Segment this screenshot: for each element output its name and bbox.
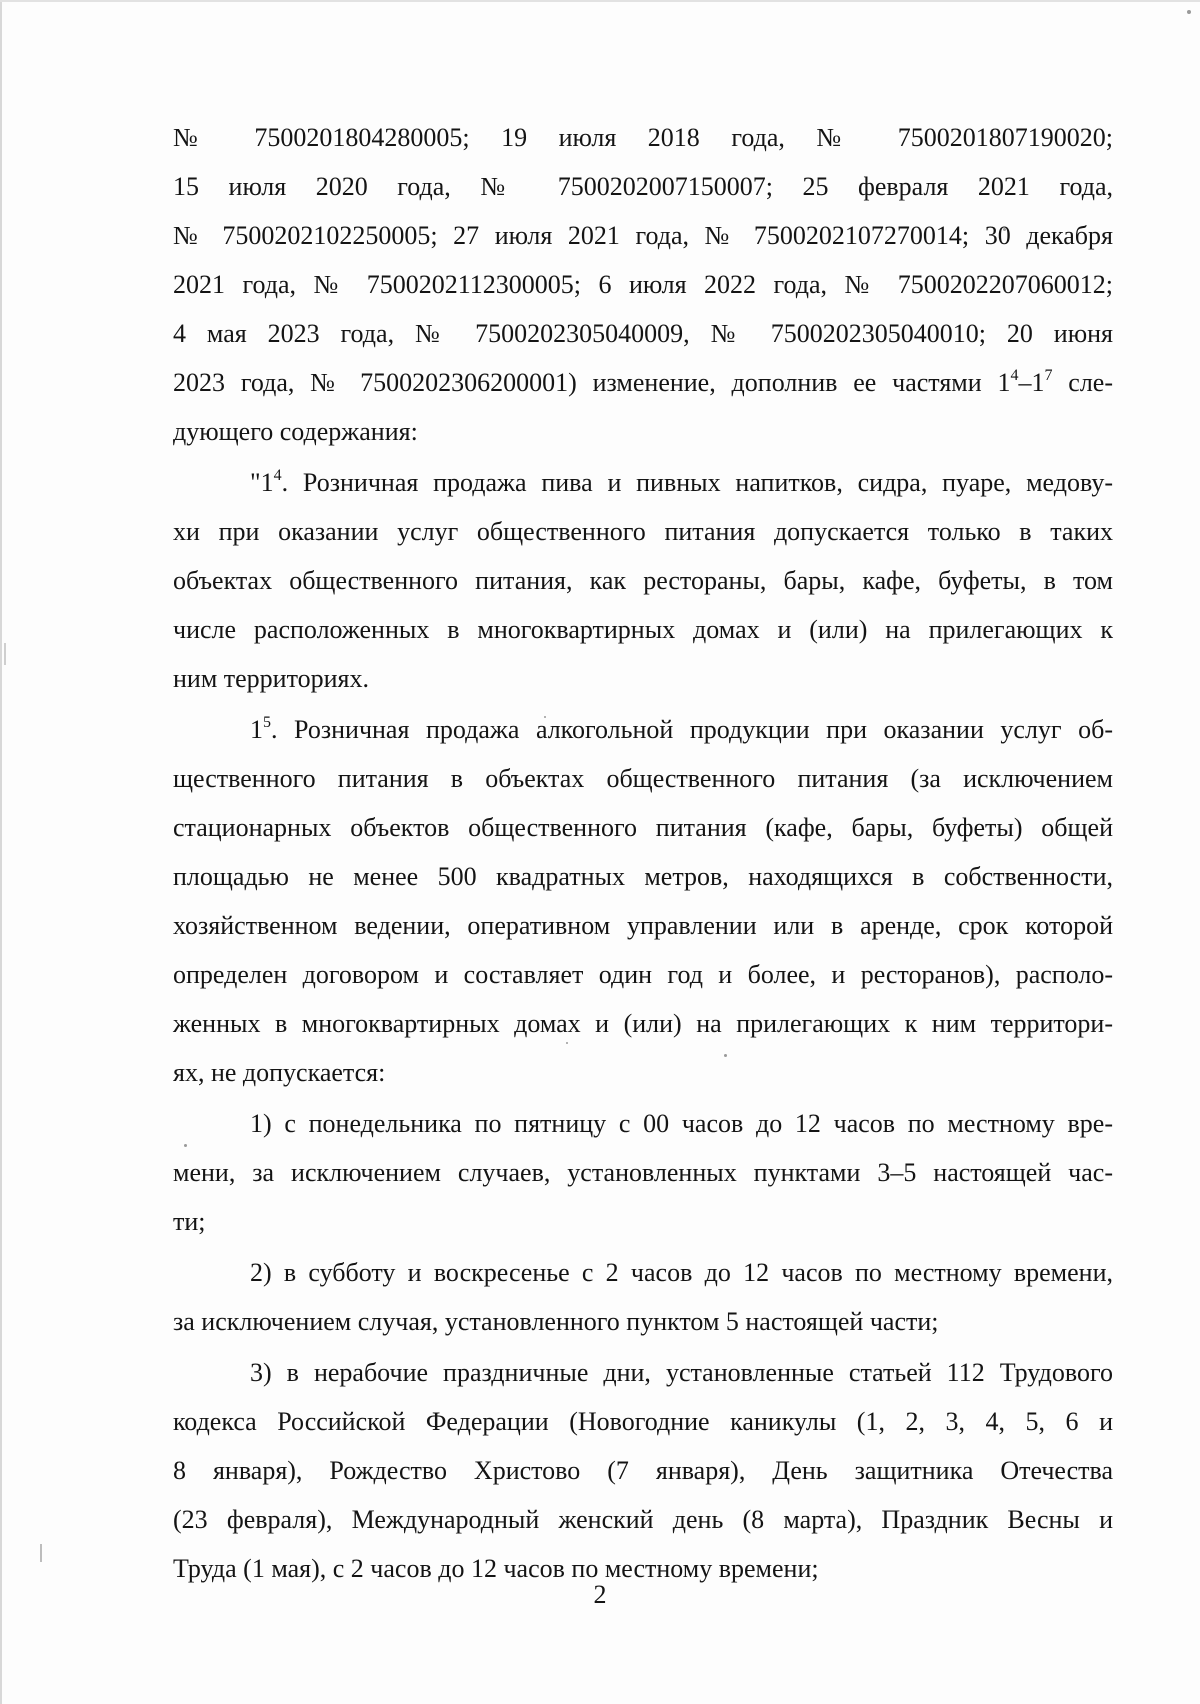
text-line: кодекса Российской Федерации (Новогодние каникулы (1, 2, 3, 4, 5, 6 и	[173, 1407, 1113, 1436]
text-line: 3) в нерабочие праздничные дни, установленные статьей 112 Трудового	[250, 1358, 1113, 1387]
text-line: 2) в субботу и воскресенье с 2 часов до 12 часов по местному времени,	[250, 1258, 1113, 1287]
text-line: хозяйственном ведении, оперативном управлении или в аренде, срок которой	[173, 911, 1113, 940]
text-line: ти;	[173, 1207, 206, 1236]
superscript: 4	[273, 466, 282, 484]
text-line: мени, за исключением случаев, установленных пунктами 3–5 настоящей час-	[173, 1158, 1113, 1187]
text-line: 1) с понедельника по пятницу с 00 часов до 12 часов по местному вре-	[250, 1109, 1113, 1138]
scan-edge	[0, 0, 2, 1704]
part-1-4	[173, 458, 1113, 703]
text-fragment: 1	[997, 368, 1011, 397]
text-line: женных в многоквартирных домах и (или) на прилегающих к ним территори-	[173, 1009, 1113, 1038]
text-line	[173, 358, 1113, 407]
text-line	[173, 705, 1113, 754]
text-line: хи при оказании услуг общественного питания допускается только в таких	[173, 517, 1113, 546]
text-line: 2021 года, № 7500202112300005; 6 июля 2022 года, № 7500202207060012;	[173, 270, 1113, 299]
text-line: 4 мая 2023 года, № 7500202305040009, № 7500202305040010; 20 июня	[173, 319, 1113, 348]
superscript: 5	[263, 713, 271, 731]
text-line: ним территориях.	[173, 664, 369, 693]
scan-speck	[40, 1544, 42, 1562]
superscript: 4	[1010, 366, 1019, 384]
item-2	[173, 1248, 1113, 1346]
scan-edge-top	[0, 0, 1200, 2]
text-line	[173, 458, 1113, 507]
text-fragment: . Розничная продажа алкогольной продукции при оказании услуг об-	[271, 715, 1113, 744]
text-fragment: 2023 года, № 7500202306200001) изменение, дополнив ее частями	[173, 368, 998, 397]
text-line: Труда (1 мая), с 2 часов до 12 часов по местному времени;	[173, 1554, 819, 1583]
scan-speck	[4, 643, 6, 665]
text-line: за исключением случая, установленного пунктом 5 настоящей части;	[173, 1307, 939, 1336]
part-1-5	[173, 705, 1113, 1097]
text-line: № 7500202102250005; 27 июля 2021 года, № 7500202107270014; 30 декабря	[173, 221, 1113, 250]
text-line: объектах общественного питания, как рестораны, бары, кафе, буфеты, в том	[173, 566, 1113, 595]
text-line: числе расположенных в многоквартирных домах и (или) на прилегающих к	[173, 615, 1113, 644]
document-body	[173, 113, 1113, 1593]
text-line: (23 февраля), Международный женский день (8 марта), Праздник Весны и	[173, 1505, 1113, 1534]
part-number: 1	[250, 715, 263, 744]
text-fragment: . Розничная продажа пива и пивных напитков, сидра, пуаре, медову-	[281, 468, 1113, 497]
text-line: дующего содержания:	[173, 417, 418, 446]
part-number: "1	[250, 468, 274, 497]
text-line: площадью не менее 500 квадратных метров, находящихся в собственности,	[173, 862, 1113, 891]
text-line: щественного питания в объектах общественного питания (за исключением	[173, 764, 1113, 793]
scan-speck	[1187, 10, 1191, 14]
page-number: 2	[593, 1580, 607, 1609]
text-fragment: сле-	[1052, 368, 1114, 397]
text-line: ях, не допускается:	[173, 1058, 386, 1087]
superscript: 7	[1044, 366, 1053, 384]
text-line: 15 июля 2020 года, № 7500202007150007; 25 февраля 2021 года,	[173, 172, 1113, 201]
text-fragment: –1	[1018, 368, 1045, 397]
text-line: 8 января), Рождество Христово (7 января), День защитника Отечества	[173, 1456, 1113, 1485]
text-line: № 7500201804280005; 19 июля 2018 года, № 7500201807190020;	[173, 123, 1113, 152]
text-line: определен договором и составляет один год и более, и ресторанов), располо-	[173, 960, 1113, 989]
item-1	[173, 1099, 1113, 1246]
item-3	[173, 1348, 1113, 1593]
text-line: стационарных объектов общественного питания (кафе, бары, буфеты) общей	[173, 813, 1113, 842]
